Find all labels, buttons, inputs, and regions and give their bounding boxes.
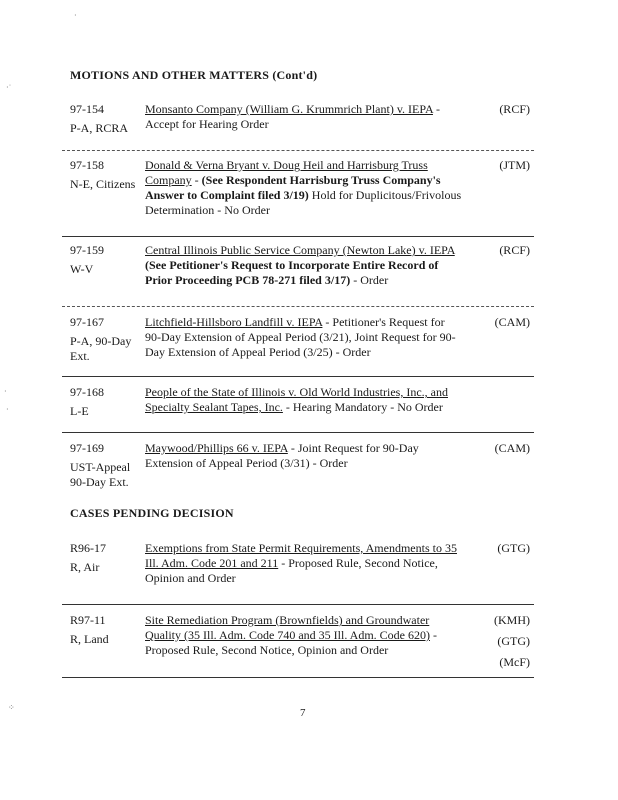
- section-heading-motions: MOTIONS AND OTHER MATTERS (Cont'd): [70, 68, 318, 82]
- case-description: [145, 243, 463, 288]
- attorney: (GTG): [497, 541, 530, 555]
- case-type: W-V: [70, 262, 94, 276]
- entry-divider: [62, 677, 534, 678]
- docket-block: [70, 102, 142, 136]
- docket-number: 97-169: [70, 441, 104, 455]
- docket-number: R96-17: [70, 541, 106, 555]
- attorney-initials: [470, 315, 530, 330]
- entry-divider: [62, 604, 534, 605]
- scan-speck: ·: [74, 11, 77, 20]
- separator: -: [278, 556, 289, 570]
- scan-speck: ⁘: [8, 703, 15, 712]
- docket-number: 97-159: [70, 243, 104, 257]
- case-description: [145, 613, 463, 658]
- attorney: (GTG): [497, 634, 530, 648]
- case-title: Site Remediation Program (Brownfields) and Groundwater Quality (35 Ill. Adm. Code 740 and 35 Ill. Adm. Code 620): [145, 613, 430, 642]
- entry-divider: [62, 432, 534, 433]
- page-number: 7: [300, 707, 306, 719]
- attorney-initials: [470, 541, 530, 556]
- case-type: L-E: [70, 404, 89, 418]
- attorney: (RCF): [499, 243, 530, 257]
- docket-block: [70, 385, 142, 419]
- separator: -: [322, 315, 333, 329]
- separator: -: [429, 628, 437, 642]
- case-type: N-E, Citizens: [70, 177, 136, 191]
- attorney-initials: [470, 102, 530, 117]
- entry-divider: [62, 150, 534, 151]
- entry-divider: [62, 376, 534, 377]
- case-action: Hearing Mandatory - No Order: [292, 400, 443, 414]
- case-action: Accept for Hearing Order: [145, 117, 269, 131]
- separator: -: [191, 173, 202, 187]
- case-description: [145, 102, 463, 132]
- case-action: Joint Request for 90-Day Extension of Appeal Period (3/31) - Order: [145, 441, 419, 470]
- section-heading-pending: CASES PENDING DECISION: [70, 506, 234, 520]
- docket-number: 97-168: [70, 385, 104, 399]
- attorney: (McF): [499, 655, 530, 669]
- docket-block: [70, 243, 142, 277]
- scan-speck: ·: [4, 387, 7, 396]
- case-type: P-A, RCRA: [70, 121, 129, 135]
- docket-number: R97-11: [70, 613, 106, 627]
- case-type: P-A, 90-Day Ext.: [70, 334, 132, 363]
- attorney-initials: [470, 158, 530, 173]
- case-type: R, Air: [70, 560, 100, 574]
- case-action: Hold for Duplicitous/Frivolous Determination - No Order: [145, 188, 462, 217]
- docket-number: 97-154: [70, 102, 104, 116]
- case-type: R, Land: [70, 632, 109, 646]
- case-title: People of the State of Illinois v. Old World Industries, Inc., and Specialty Sealant Tapes, Inc.: [145, 385, 448, 414]
- attorney-initials: [470, 243, 530, 258]
- case-description: [145, 385, 463, 415]
- case-title: Maywood/Phillips 66 v. IEPA: [145, 441, 288, 455]
- case-note: (See Respondent Harrisburg Truss Company's Answer to Complaint filed 3/19): [145, 173, 441, 202]
- entry-divider: [62, 306, 534, 307]
- separator: -: [287, 441, 298, 455]
- docket-block: [70, 158, 142, 192]
- case-action: Petitioner's Request for 90-Day Extension of Appeal Period (3/21), Joint Request for 90-Day Extension of Appeal Period (3/25) - Order: [145, 315, 456, 359]
- scan-speck: ·: [6, 405, 9, 414]
- attorney: (KMH): [494, 613, 530, 627]
- case-action: - Order: [350, 273, 389, 287]
- scan-speck: ·˙: [6, 83, 12, 92]
- attorney: (CAM): [494, 441, 530, 455]
- attorney-initials: [470, 613, 530, 670]
- docket-block: [70, 315, 142, 364]
- docket-block: [70, 441, 142, 490]
- docket-number: 97-167: [70, 315, 104, 329]
- docket-block: [70, 613, 142, 647]
- docket-number: 97-158: [70, 158, 104, 172]
- case-title: Central Illinois Public Service Company (Newton Lake) v. IEPA: [145, 243, 455, 257]
- case-action: Proposed Rule, Second Notice, Opinion and Order: [145, 556, 438, 585]
- separator: -: [282, 400, 293, 414]
- case-note: (See Petitioner's Request to Incorporate Entire Record of Prior Proceeding PCB 78-271 filed 3/17): [145, 258, 439, 287]
- case-type: UST-Appeal 90-Day Ext.: [70, 460, 131, 489]
- case-title: Exemptions from State Permit Requirements, Amendments to 35 Ill. Adm. Code 201 and 211: [145, 541, 457, 570]
- case-description: [145, 158, 463, 218]
- entry-divider: [62, 236, 534, 237]
- case-title: Litchfield-Hillsboro Landfill v. IEPA: [145, 315, 323, 329]
- case-title: Donald & Verna Bryant v. Doug Heil and Harrisburg Truss Company: [145, 158, 428, 187]
- case-title: Monsanto Company (William G. Krummrich Plant) v. IEPA: [145, 102, 433, 116]
- separator: -: [432, 102, 440, 116]
- case-description: [145, 541, 463, 586]
- attorney-initials: [470, 441, 530, 456]
- docket-block: [70, 541, 142, 575]
- case-description: [145, 441, 463, 471]
- case-action: Proposed Rule, Second Notice, Opinion and Order: [145, 643, 389, 657]
- attorney: (RCF): [499, 102, 530, 116]
- attorney: (JTM): [499, 158, 530, 172]
- attorney: (CAM): [494, 315, 530, 329]
- case-description: [145, 315, 463, 360]
